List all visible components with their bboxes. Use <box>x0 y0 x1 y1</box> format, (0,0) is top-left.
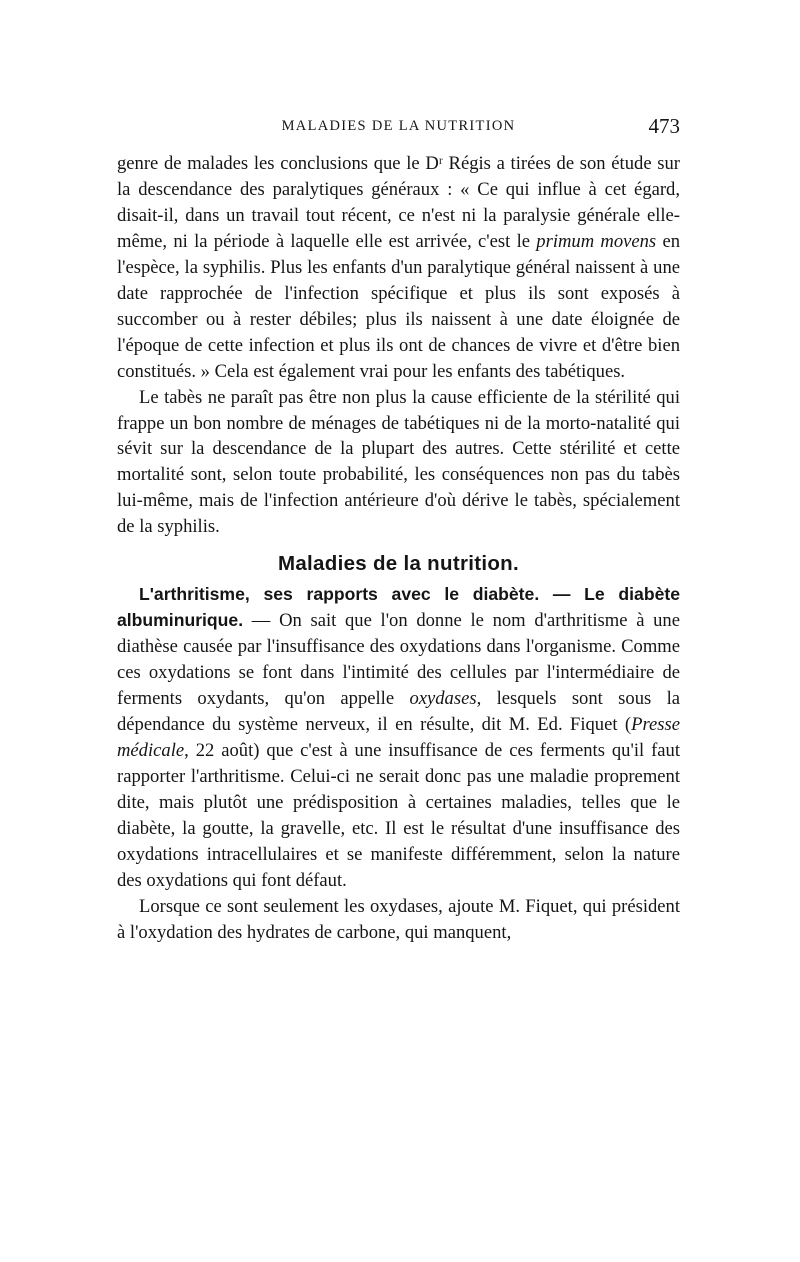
running-title: MALADIES DE LA NUTRITION <box>281 118 516 134</box>
paragraph-3 <box>117 582 680 893</box>
paragraph-3-text-e: , 22 août) que c'est à une insuffisance de ces ferments qu'il faut rapporter l'arthritisme. Celui-ci ne serait donc pas une maladie proprement dite, mais plutôt une prédisposition à certaines maladies, telles que le diabète, la goutte, la gravelle, etc. Il est le résultat d'une insuffisance des oxydations intracellulaires et se manifeste différemment, selon la nature des oxydations qui font défaut. <box>117 740 680 891</box>
paragraph-1-text-a: genre de malades les conclusions que le Dʳ Régis a tirées de son étude sur la descendance des paralytiques généraux : « Ce qui influe à cet égard, disait-il, dans un travail tout récent, ce n'est ni la paralysie générale elle-même, ni la période à laquelle elle est arrivée, c'est le <box>117 153 680 252</box>
paragraph-3-text-a: — On sait que l'on donne le nom d'arthritisme à une diathèse causée par l'insuffisance des oxydations dans l'organisme. Comme ces oxydations se font dans l'intimité des cellules par l'intermédiaire de ferments oxydants, qu'on appelle <box>117 610 680 710</box>
body-text <box>117 151 680 946</box>
section-heading: Maladies de la nutrition. <box>277 552 519 576</box>
running-head <box>117 114 680 138</box>
paragraph-3-run-in-heading: L'arthritisme, ses rapports avec le diabète. — Le diabète albuminurique. <box>117 584 680 631</box>
paragraph-1-text-c: en l'espèce, la syphilis. Plus les enfants d'un paralytique général naissent à une date rapprochée de l'infection spécifique et plus ils sont exposés à succomber ou à rester débiles; plus ils naissent à une date éloignée de l'époque de cette infection et plus ils ont de chances de vivre et d'être bien constitués. » Cela est également vrai pour les enfants des tabétiques. <box>117 230 680 382</box>
paragraph-1-italic-term: primum movens <box>536 230 657 252</box>
paragraph-3-italic-oxydases: oxydases <box>409 688 477 710</box>
page-number: 473 <box>648 114 680 138</box>
paragraph-2: Le tabès ne paraît pas être non plus la cause efficiente de la stérilité qui frappe un bon nombre de ménages de tabétiques ni de la morto-natalité qui sévit sur la descendance de la plupart des autres. Cette stérilité et cette mortalité sont, selon toute probabilité, les conséquences non pas du tabès lui-même, mais de l'infection antérieure d'où dérive le tabès, spécialement de la syphilis. <box>117 386 680 538</box>
paragraph-1 <box>117 151 680 385</box>
paragraph-3-text-c: , lesquels sont sous la dépendance du système nerveux, il en résulte, dit M. Ed. Fiquet ( <box>117 688 680 736</box>
paragraph-3-italic-source: Presse médicale <box>117 714 680 762</box>
paragraph-4: Lorsque ce sont seulement les oxydases, ajoute M. Fiquet, qui président à l'oxydation des hydrates de carbone, qui manquent, <box>117 895 680 943</box>
